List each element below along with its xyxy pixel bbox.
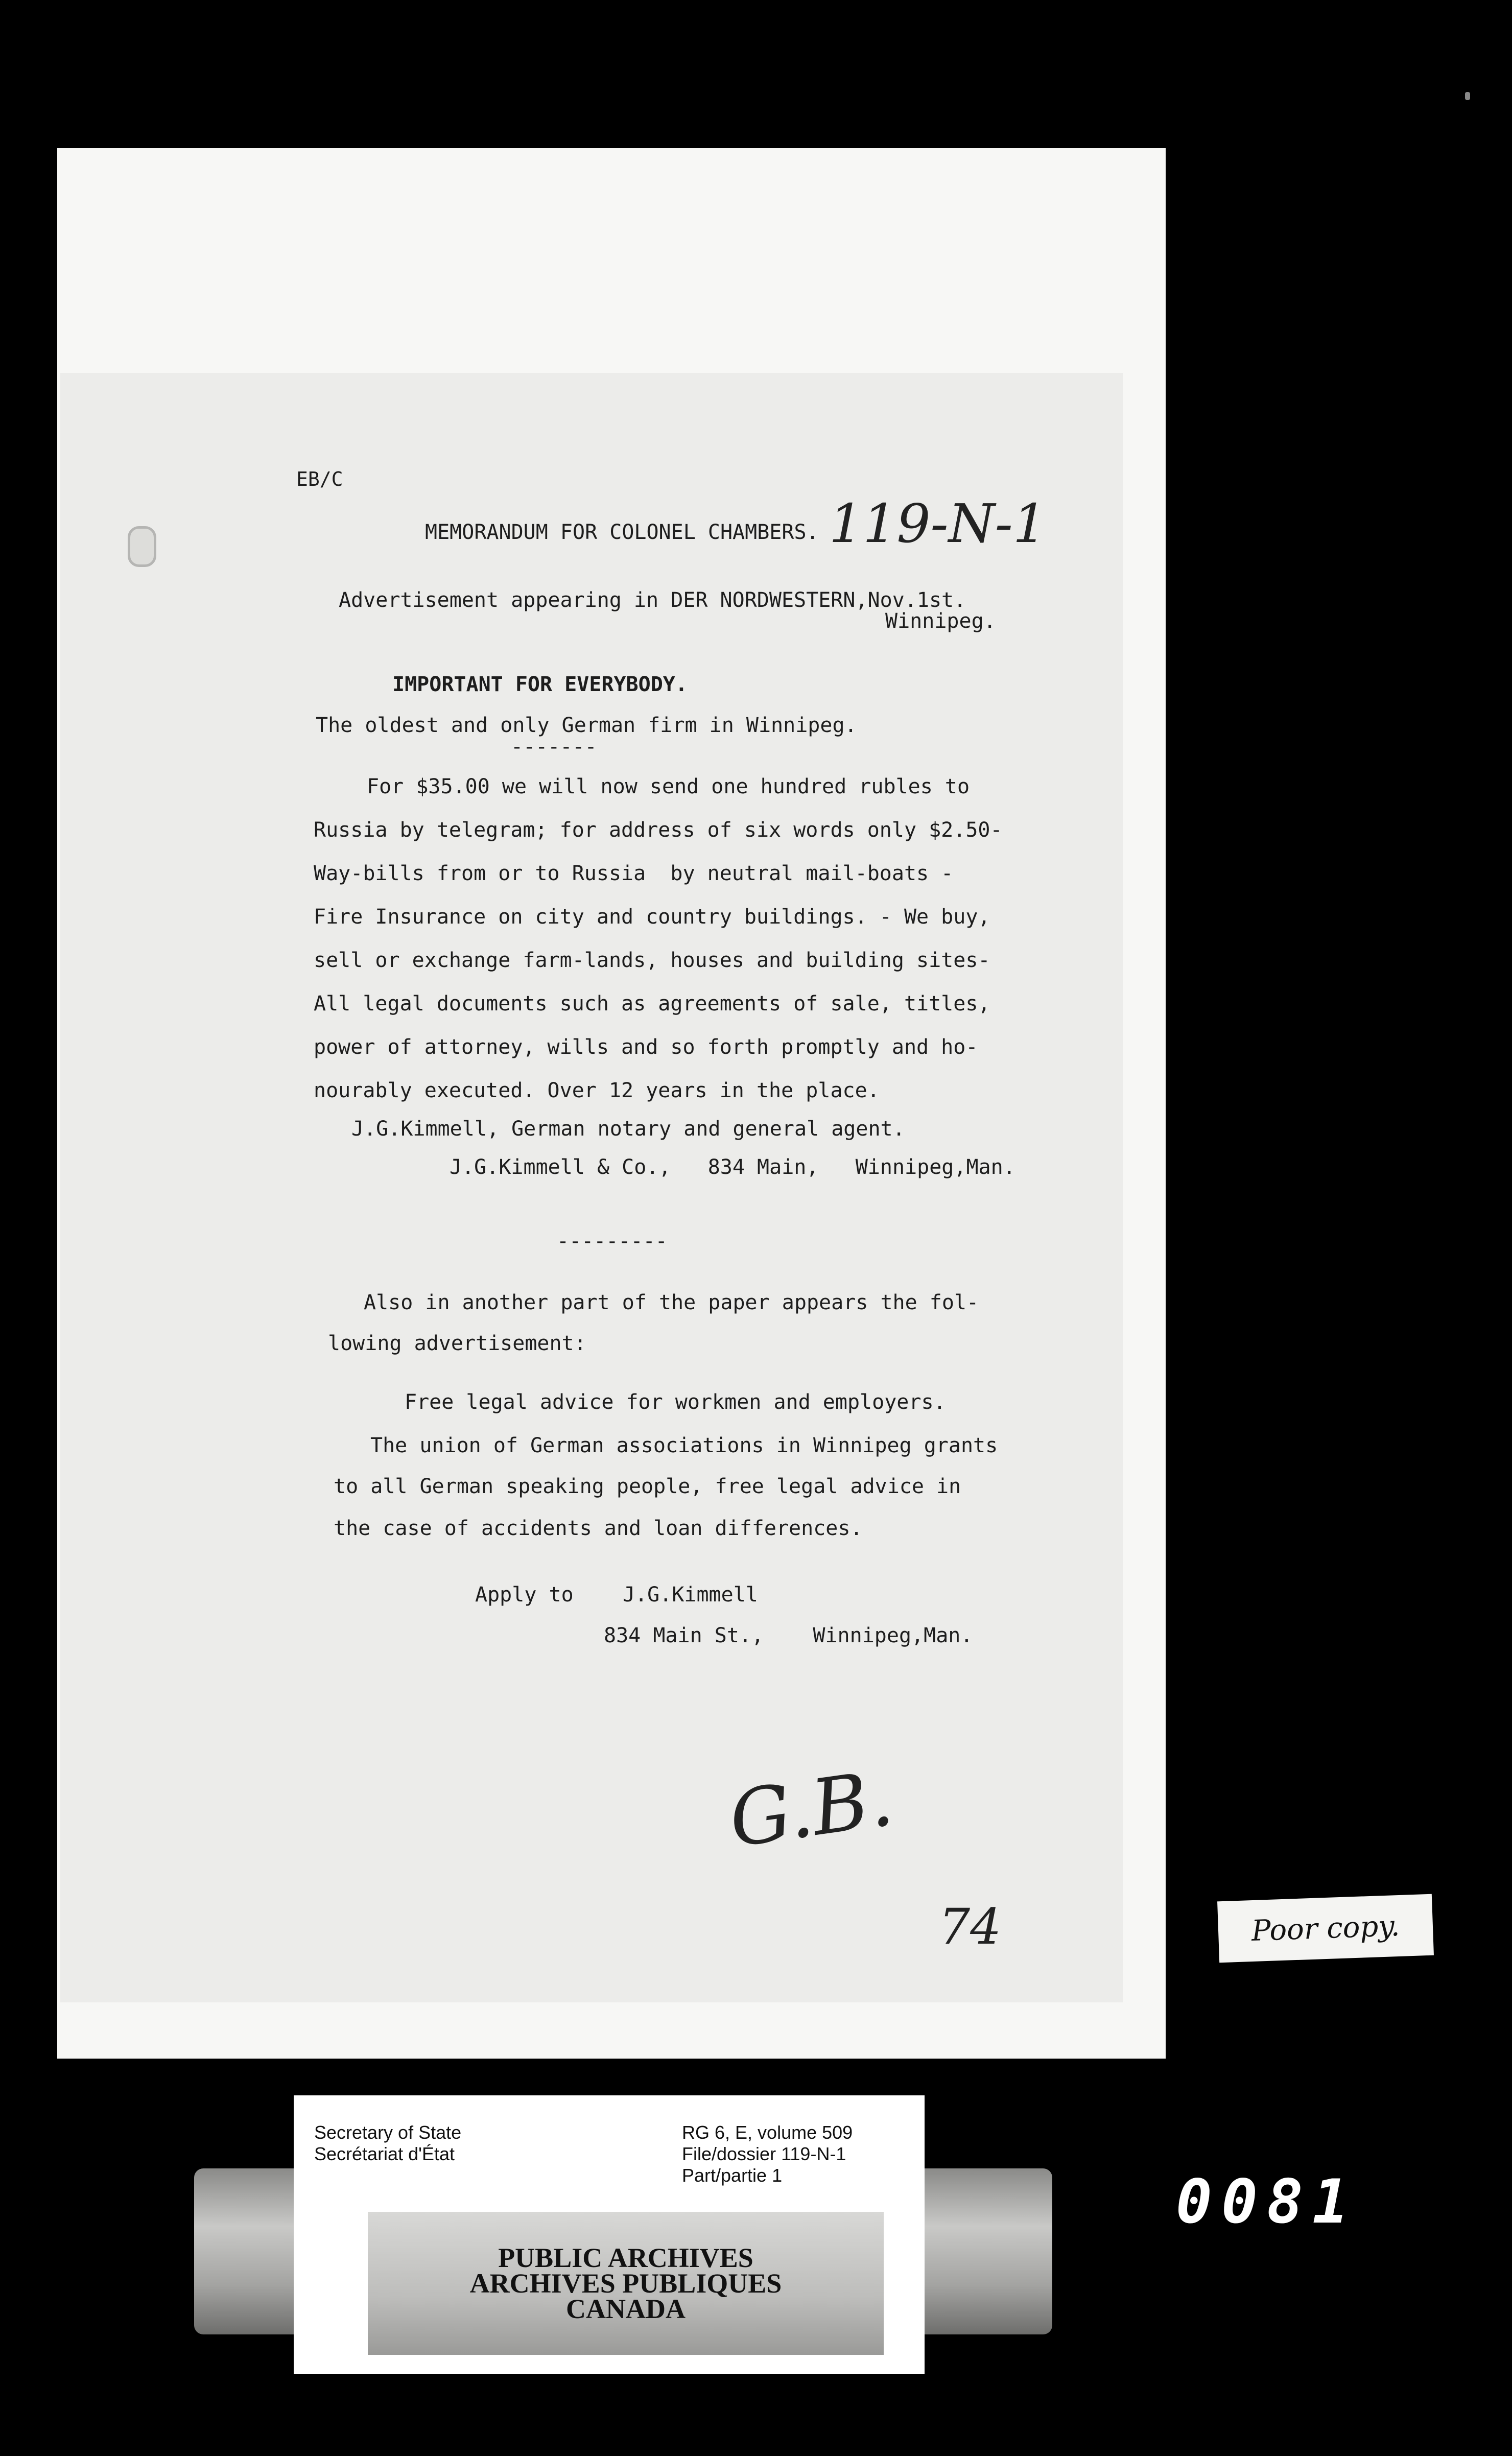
record-group: RG 6, E, volume 509 bbox=[682, 2122, 853, 2143]
ad2-body-line: The union of German associations in Winnipeg grants bbox=[370, 1434, 998, 1457]
ad1-body-line: Fire Insurance on city and country buildings. - We buy, bbox=[314, 905, 990, 929]
ad1-body-line: Russia by telegram; for address of six words only $2.50- bbox=[314, 818, 1003, 842]
poor-copy-text: Poor copy. bbox=[1250, 1909, 1401, 1948]
also-line-1: Also in another part of the paper appears the fol- bbox=[364, 1291, 979, 1314]
ad1-headline: IMPORTANT FOR EVERYBODY. bbox=[392, 673, 688, 696]
handwritten-initials: G.B. bbox=[724, 1754, 899, 1865]
ad1-body-line: All legal documents such as agreements of sale, titles, bbox=[314, 992, 990, 1016]
intro-line-1: Advertisement appearing in DER NORDWESTERN,Nov.1st. bbox=[339, 588, 966, 612]
apply-address: 834 Main St., Winnipeg,Man. bbox=[604, 1624, 973, 1647]
frame-number: 0081 bbox=[1175, 2166, 1358, 2237]
ad2-body-line: to all German speaking people, free legal advice in bbox=[334, 1475, 961, 1498]
ad1-address: J.G.Kimmell & Co., 834 Main, Winnipeg,Man. bbox=[450, 1155, 1015, 1179]
memo-page bbox=[60, 373, 1123, 2002]
part-reference: Part/partie 1 bbox=[682, 2165, 783, 2186]
ad1-body-line: Way-bills from or to Russia by neutral mail-boats - bbox=[314, 862, 954, 885]
stamp-line: CANADA bbox=[566, 2294, 686, 2324]
handwritten-file-number: 119-N-1 bbox=[829, 492, 1047, 555]
ad1-body-line: sell or exchange farm-lands, houses and building sites- bbox=[314, 949, 990, 972]
poor-copy-tag bbox=[1217, 1894, 1434, 1963]
ad1-signoff: J.G.Kimmell, German notary and general agent. bbox=[351, 1117, 905, 1141]
ad1-rule: ------- bbox=[511, 735, 597, 759]
ad1-body-line: power of attorney, wills and so forth promptly and ho- bbox=[314, 1035, 978, 1059]
ad2-headline: Free legal advice for workmen and employers. bbox=[405, 1390, 946, 1414]
ad2-body-line: the case of accidents and loan differences. bbox=[334, 1517, 863, 1540]
dept-french: Secrétariat d'État bbox=[314, 2143, 455, 2164]
stamp-line: ARCHIVES PUBLIQUES bbox=[469, 2268, 782, 2299]
stamp-line: PUBLIC ARCHIVES bbox=[498, 2242, 753, 2273]
file-reference: File/dossier 119-N-1 bbox=[682, 2143, 846, 2164]
film-speck bbox=[1465, 92, 1470, 100]
ad1-body-line: nourably executed. Over 12 years in the place. bbox=[314, 1079, 880, 1102]
ref-code: EB/C bbox=[296, 468, 343, 490]
paper-clip-mark bbox=[128, 526, 156, 567]
memo-title: MEMORANDUM FOR COLONEL CHAMBERS. bbox=[425, 521, 819, 544]
ad1-subhead: The oldest and only German firm in Winnipeg. bbox=[316, 714, 857, 737]
also-line-2: lowing advertisement: bbox=[328, 1332, 586, 1355]
handwritten-page-number: 74 bbox=[939, 1898, 1002, 1955]
apply-line: Apply to J.G.Kimmell bbox=[475, 1583, 758, 1607]
separator: --------- bbox=[557, 1230, 668, 1253]
intro-line-2: Winnipeg. bbox=[885, 609, 996, 633]
ad1-body-line: For $35.00 we will now send one hundred rubles to bbox=[367, 775, 970, 798]
archive-stamp-text bbox=[368, 2242, 884, 2324]
dept-english: Secretary of State bbox=[314, 2122, 462, 2143]
